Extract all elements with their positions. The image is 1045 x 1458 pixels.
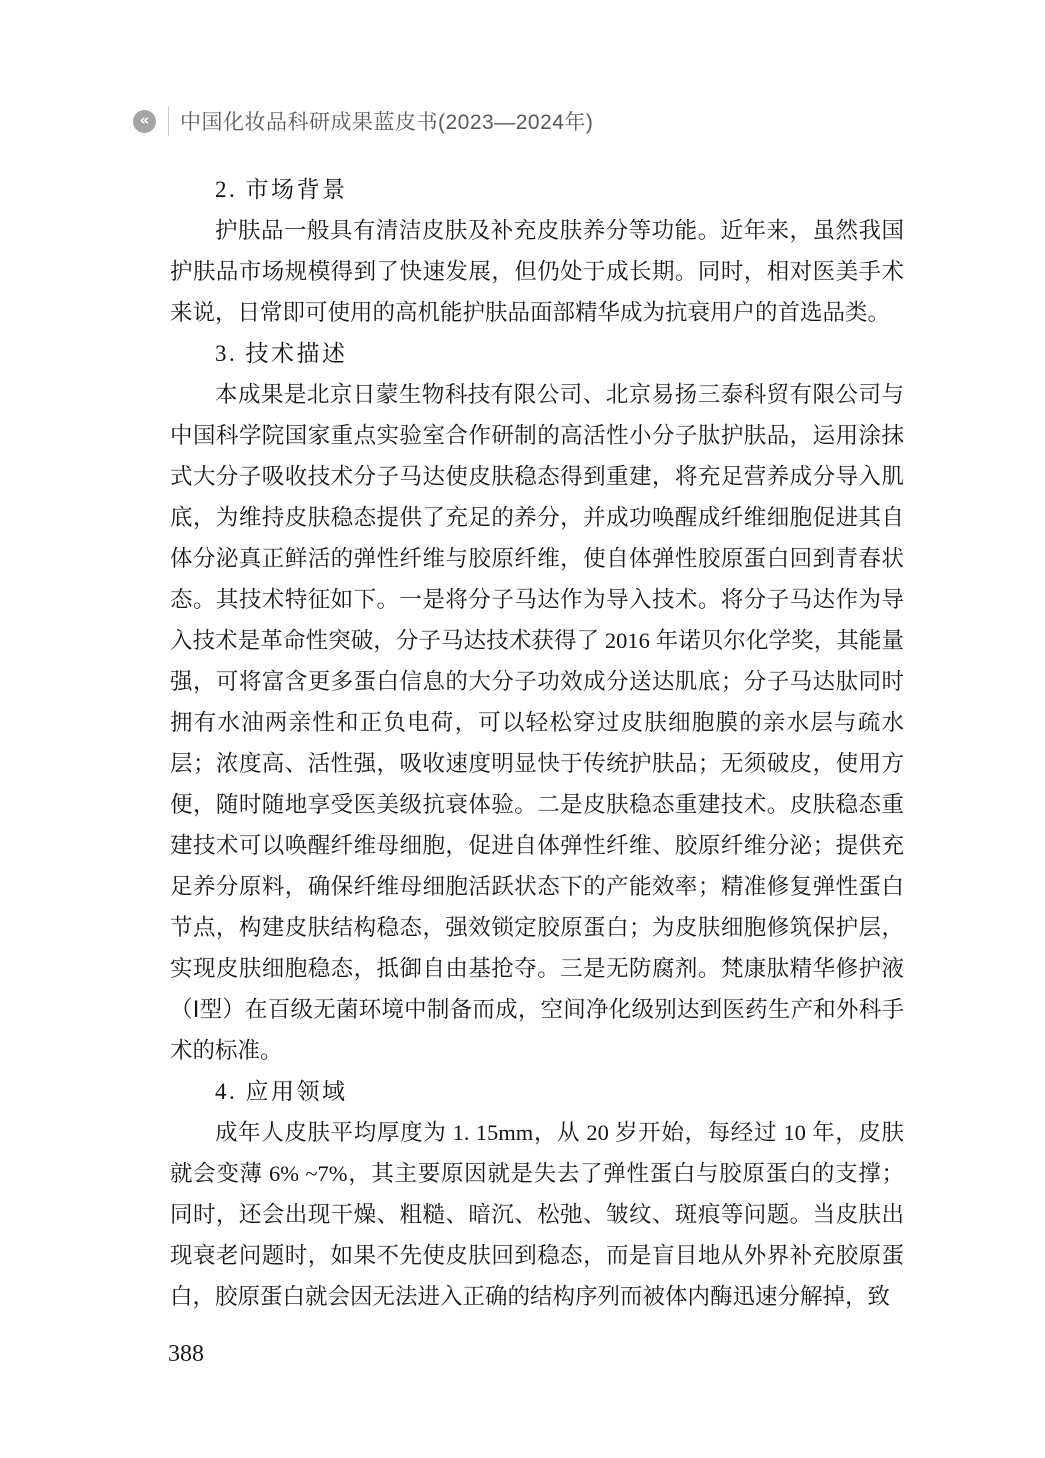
section-paragraph: 护肤品一般具有清洁皮肤及补充皮肤养分等功能。近年来，虽然我国护肤品市场规模得到了快速发展，但仍处于成长期。同时，相对医美手术来说，日常即可使用的高机能护肤品面部精华成为抗衰用户的首选品类。: [170, 218, 904, 325]
section-heading: 4. 应用领域: [215, 1079, 348, 1104]
section-application-field: [170, 1071, 904, 1317]
section-market-background: [170, 169, 904, 333]
page-number: 388: [168, 1341, 204, 1367]
page-body: [170, 169, 904, 1317]
section-paragraph: 本成果是北京日蒙生物科技有限公司、北京易扬三泰科贸有限公司与中国科学院国家重点实验室合作研制的高活性小分子肽护肤品，运用涂抹式大分子吸收技术分子马达使皮肤稳态得到重建，将充足营养成分导入肌底，为维持皮肤稳态提供了充足的养分，并成功唤醒成纤维细胞促进其自体分泌真正鲜活的弹性纤维与胶原纤维，使自体弹性胶原蛋白回到青春状态。其技术特征如下。一是将分子马达作为导入技术。将分子马达作为导入技术是革命性突破，分子马达技术获得了 2016 年诺贝尔化学奖，其能量强，可将富含更多蛋白信息的大分子功效成分送达肌底；分子马达肽同时拥有水油两亲性和正负电荷，可以轻松穿过皮肤细胞膜的亲水层与疏水层；浓度高、活性强，吸收速度明显快于传统护肤品；无须破皮，使用方便，随时随地享受医美级抗衰体验。二是皮肤稳态重建技术。皮肤稳态重建技术可以唤醒纤维母细胞，促进自体弹性纤维、胶原纤维分泌；提供充足养分原料，确保纤维母细胞活跃状态下的产能效率；精准修复弹性蛋白节点，构建皮肤结构稳态，强效锁定胶原蛋白；为皮肤细胞修筑保护层，实现皮肤细胞稳态，抵御自由基抢夺。三是无防腐剂。梵康肽精华修护液（Ⅰ型）在百级无菌环境中制备而成，空间净化级别达到医药生产和外科手术的标准。: [170, 382, 904, 1063]
double-chevron-left-icon: [133, 110, 156, 133]
section-paragraph: 成年人皮肤平均厚度为 1. 15mm，从 20 岁开始，每经过 10 年，皮肤就会变薄 6% ~7%，其主要原因就是失去了弹性蛋白与胶原蛋白的支撑；同时，还会出现干燥、粗糙、暗沉、松弛、皱纹、斑痕等问题。当皮肤出现衰老问题时，如果不先使皮肤回到稳态，而是盲目地从外界补充胶原蛋白，胶原蛋白就会因无法进入正确的结构序列而被体内酶迅速分解掉，致: [170, 1120, 904, 1309]
section-technical-description: [170, 333, 904, 1071]
header-divider: [168, 106, 169, 136]
double-chevron-left-glyph: «: [139, 110, 150, 129]
section-heading: 3. 技术描述: [215, 341, 348, 366]
running-head: [133, 104, 593, 138]
section-heading: 2. 市场背景: [215, 177, 348, 202]
book-title: 中国化妆品科研成果蓝皮书(2023—2024年): [180, 111, 594, 134]
